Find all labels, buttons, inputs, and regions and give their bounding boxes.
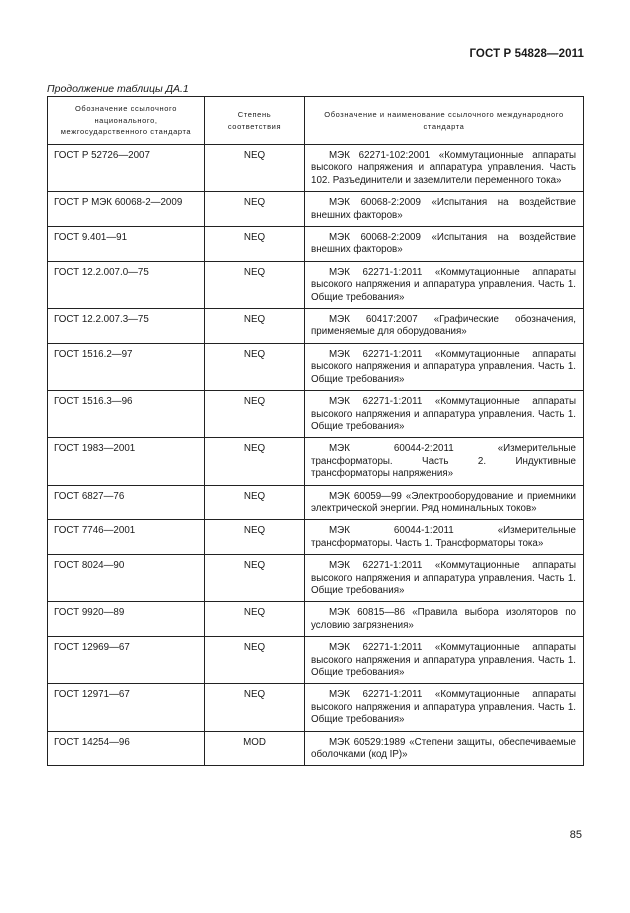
degree-cell: NEQ [205, 438, 305, 485]
national-standard-cell: ГОСТ 14254—96 [48, 731, 205, 766]
national-standard-cell: ГОСТ Р 52726—2007 [48, 145, 205, 192]
table-caption: Продолжение таблицы ДА.1 [47, 83, 189, 95]
national-standard-cell: ГОСТ 9920—89 [48, 602, 205, 637]
table-row [48, 637, 584, 684]
national-standard-cell: ГОСТ 12.2.007.3—75 [48, 309, 205, 344]
national-standard-cell: ГОСТ 1983—2001 [48, 438, 205, 485]
reference-table [47, 96, 584, 766]
international-standard-cell: МЭК 60044-2:2011 «Измерительные трансформаторы. Часть 2. Индуктивные трансформаторы напряжения» [305, 438, 584, 485]
degree-cell: NEQ [205, 555, 305, 602]
international-standard-cell: МЭК 60815—86 «Правила выбора изоляторов по условию загрязнения» [305, 602, 584, 637]
table-row [48, 145, 584, 192]
degree-cell: NEQ [205, 684, 305, 731]
column-header-international: Обозначение и наименование ссылочного международного стандарта [305, 97, 584, 145]
international-standard-cell: МЭК 60417:2007 «Графические обозначения, применяемые для оборудования» [305, 309, 584, 344]
degree-cell: NEQ [205, 192, 305, 227]
degree-cell: NEQ [205, 520, 305, 555]
national-standard-cell: ГОСТ 8024—90 [48, 555, 205, 602]
document-id: ГОСТ Р 54828—2011 [469, 48, 584, 60]
table-row [48, 343, 584, 390]
degree-cell: MOD [205, 731, 305, 766]
table-row [48, 227, 584, 262]
table-row [48, 485, 584, 520]
international-standard-cell: МЭК 62271-1:2011 «Коммутационные аппараты высокого напряжения и аппаратура управления. Часть 1. Общие требования» [305, 555, 584, 602]
page-number: 85 [569, 829, 582, 841]
international-standard-cell: МЭК 62271-1:2011 «Коммутационные аппараты высокого напряжения и аппаратура управления. Часть 1. Общие требования» [305, 343, 584, 390]
table-row [48, 684, 584, 731]
international-standard-cell: МЭК 60059—99 «Электрооборудование и приемники электрической энергии. Ряд номинальных токов» [305, 485, 584, 520]
degree-cell: NEQ [205, 261, 305, 308]
table-row [48, 391, 584, 438]
table-row [48, 309, 584, 344]
degree-cell: NEQ [205, 343, 305, 390]
degree-cell: NEQ [205, 391, 305, 438]
national-standard-cell: ГОСТ Р МЭК 60068-2—2009 [48, 192, 205, 227]
table-row [48, 602, 584, 637]
table-header-row [48, 97, 584, 145]
table-row [48, 261, 584, 308]
international-standard-cell: МЭК 62271-102:2001 «Коммутационные аппараты высокого напряжения и аппаратура управления. Часть 102. Разъединители и заземлители переменного тока» [305, 145, 584, 192]
degree-cell: NEQ [205, 227, 305, 262]
international-standard-cell: МЭК 62271-1:2011 «Коммутационные аппараты высокого напряжения и аппаратура управления. Часть 1. Общие требования» [305, 684, 584, 731]
column-header-degree: Степень соответствия [205, 97, 305, 145]
international-standard-cell: МЭК 62271-1:2011 «Коммутационные аппараты высокого напряжения и аппаратура управления. Часть 1. Общие требования» [305, 637, 584, 684]
table-row [48, 555, 584, 602]
table-row [48, 520, 584, 555]
degree-cell: NEQ [205, 637, 305, 684]
national-standard-cell: ГОСТ 12969—67 [48, 637, 205, 684]
table-row [48, 438, 584, 485]
international-standard-cell: МЭК 60044-1:2011 «Измерительные трансформаторы. Часть 1. Трансформаторы тока» [305, 520, 584, 555]
degree-cell: NEQ [205, 309, 305, 344]
degree-cell: NEQ [205, 485, 305, 520]
degree-cell: NEQ [205, 602, 305, 637]
national-standard-cell: ГОСТ 12971—67 [48, 684, 205, 731]
table-row [48, 192, 584, 227]
national-standard-cell: ГОСТ 6827—76 [48, 485, 205, 520]
degree-cell: NEQ [205, 145, 305, 192]
table-row [48, 731, 584, 766]
national-standard-cell: ГОСТ 1516.2—97 [48, 343, 205, 390]
national-standard-cell: ГОСТ 1516.3—96 [48, 391, 205, 438]
national-standard-cell: ГОСТ 9.401—91 [48, 227, 205, 262]
international-standard-cell: МЭК 62271-1:2011 «Коммутационные аппараты высокого напряжения и аппаратура управления. Часть 1. Общие требования» [305, 261, 584, 308]
international-standard-cell: МЭК 60529:1989 «Степени защиты, обеспечиваемые оболочками (код IP)» [305, 731, 584, 766]
international-standard-cell: МЭК 60068-2:2009 «Испытания на воздействие внешних факторов» [305, 227, 584, 262]
international-standard-cell: МЭК 62271-1:2011 «Коммутационные аппараты высокого напряжения и аппаратура управления. Часть 1. Общие требования» [305, 391, 584, 438]
international-standard-cell: МЭК 60068-2:2009 «Испытания на воздействие внешних факторов» [305, 192, 584, 227]
national-standard-cell: ГОСТ 12.2.007.0—75 [48, 261, 205, 308]
national-standard-cell: ГОСТ 7746—2001 [48, 520, 205, 555]
column-header-national: Обозначение ссылочного национального, межгосударственного стандарта [48, 97, 205, 145]
